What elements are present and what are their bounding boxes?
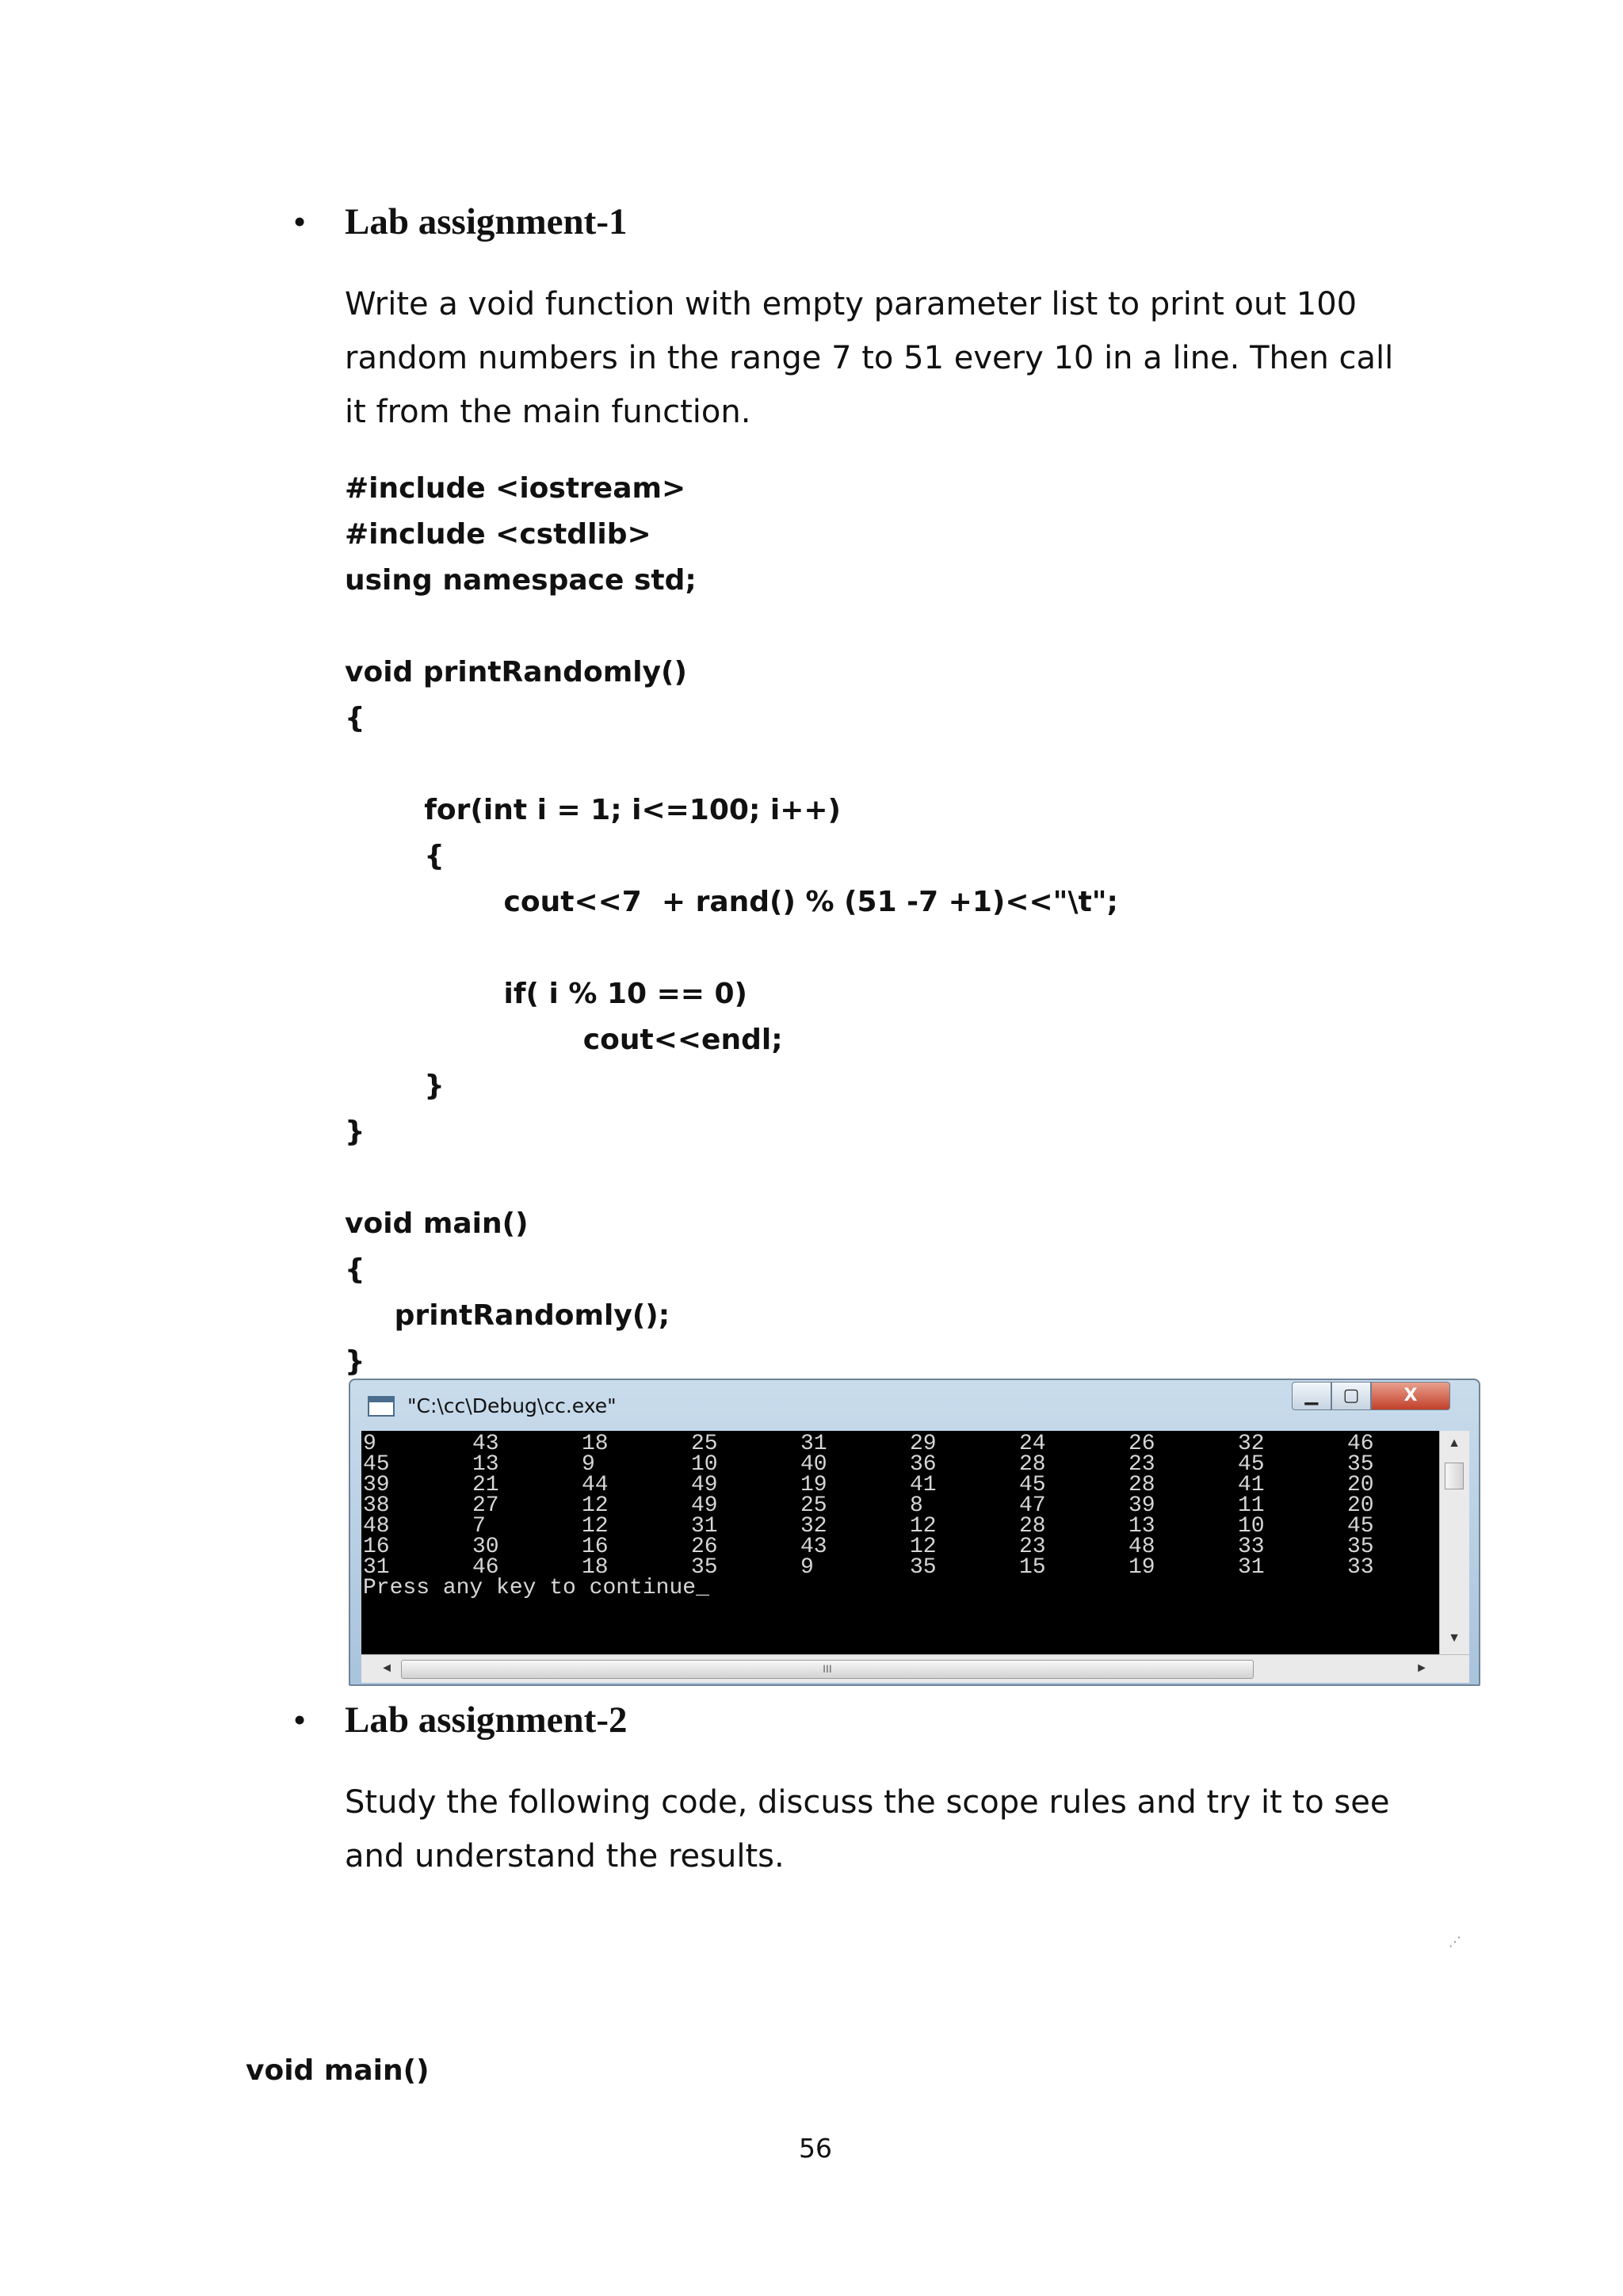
scroll-up-icon[interactable]: ▲ <box>1448 1436 1461 1450</box>
code-line: { <box>345 1253 365 1286</box>
console-value: 49 <box>691 1493 718 1518</box>
console-value: 31 <box>800 1432 827 1456</box>
minimize-button[interactable]: ▁ <box>1292 1382 1331 1410</box>
console-value: 11 <box>1238 1493 1265 1518</box>
horizontal-scroll-thumb[interactable]: III <box>401 1660 1254 1679</box>
vertical-scrollbar[interactable] <box>1439 1431 1469 1654</box>
console-value: 33 <box>1347 1555 1374 1580</box>
console-value: 12 <box>582 1493 609 1518</box>
code-line <box>345 925 1118 971</box>
console-value: 12 <box>910 1514 937 1539</box>
code-line: cout<<endl; <box>345 1024 783 1056</box>
console-value: 36 <box>910 1452 937 1477</box>
console-value: 29 <box>910 1432 937 1456</box>
console-value: 45 <box>1238 1452 1265 1477</box>
vertical-scroll-thumb[interactable] <box>1445 1463 1464 1489</box>
console-value: 9 <box>800 1555 814 1580</box>
console-value: 13 <box>472 1452 499 1477</box>
console-value: 24 <box>1019 1432 1046 1456</box>
console-value: 38 <box>363 1493 390 1518</box>
console-value: 25 <box>800 1493 827 1518</box>
console-value: 20 <box>1347 1473 1374 1497</box>
code-line: } <box>345 1345 365 1378</box>
console-prompt: Press any key to continue_ <box>363 1576 709 1600</box>
console-value: 16 <box>363 1535 390 1559</box>
close-button[interactable]: X <box>1371 1382 1450 1410</box>
console-value: 35 <box>910 1555 937 1580</box>
code-line: using namespace std; <box>345 564 697 597</box>
console-value: 9 <box>582 1452 595 1477</box>
console-value: 7 <box>472 1514 486 1539</box>
console-value: 31 <box>1238 1555 1265 1580</box>
console-value: 23 <box>1019 1535 1046 1559</box>
console-value: 13 <box>1128 1514 1155 1539</box>
console-value: 48 <box>1128 1535 1155 1559</box>
console-value: 44 <box>582 1473 609 1497</box>
code-line: #include <cstdlib> <box>345 518 651 551</box>
console-value: 49 <box>691 1473 718 1497</box>
code-line <box>345 742 1118 788</box>
bullet-1: • <box>293 201 307 242</box>
console-value: 26 <box>691 1535 718 1559</box>
console-value: 25 <box>691 1432 718 1456</box>
console-value: 35 <box>691 1555 718 1580</box>
console-value: 28 <box>1019 1514 1046 1539</box>
code-line: } <box>345 1070 445 1102</box>
console-value: 47 <box>1019 1493 1046 1518</box>
console-value: 28 <box>1128 1473 1155 1497</box>
console-value: 20 <box>1347 1493 1374 1518</box>
console-value: 18 <box>582 1432 609 1456</box>
code-line: { <box>345 840 445 872</box>
code-listing-1 <box>345 466 1118 1385</box>
console-value: 45 <box>363 1452 390 1477</box>
code-line: void printRandomly() <box>345 656 687 688</box>
console-value: 12 <box>582 1514 609 1539</box>
code-line: cout<<7 + rand() % (51 -7 +1)<<"\t"; <box>345 886 1118 918</box>
console-value: 8 <box>910 1493 923 1518</box>
console-value: 45 <box>1347 1514 1374 1539</box>
console-value: 18 <box>582 1555 609 1580</box>
section-heading-2: Lab assignment-2 <box>345 1699 628 1741</box>
scroll-down-icon[interactable]: ▼ <box>1448 1631 1461 1645</box>
code-line: if( i % 10 == 0) <box>345 978 747 1010</box>
console-value: 15 <box>1019 1555 1046 1580</box>
console-value: 33 <box>1238 1535 1265 1559</box>
console-value: 10 <box>1238 1514 1265 1539</box>
code-listing-2-start: void main() <box>246 2054 430 2087</box>
console-value: 43 <box>472 1432 499 1456</box>
console-value: 27 <box>472 1493 499 1518</box>
console-value: 40 <box>800 1452 827 1477</box>
console-value: 32 <box>800 1514 827 1539</box>
code-line: void main() <box>345 1207 529 1240</box>
console-value: 12 <box>910 1535 937 1559</box>
console-value: 26 <box>1128 1432 1155 1456</box>
console-value: 19 <box>800 1473 827 1497</box>
console-value: 48 <box>363 1514 390 1539</box>
bullet-2: • <box>293 1699 307 1740</box>
console-value: 46 <box>1347 1432 1374 1456</box>
console-value: 35 <box>1347 1535 1374 1559</box>
console-titlebar[interactable] <box>350 1380 1479 1431</box>
code-line: #include <iostream> <box>345 472 686 505</box>
resize-grip-icon[interactable]: ⋰ <box>1449 1936 1461 1949</box>
assignment-2-description: Study the following code, discuss the scope rules and try it to see and understand the results. <box>345 1784 1390 1875</box>
console-title: "C:\cc\Debug\cc.exe" <box>407 1394 617 1417</box>
console-value: 19 <box>1128 1555 1155 1580</box>
code-line <box>345 604 1118 650</box>
console-value: 39 <box>363 1473 390 1497</box>
console-value: 21 <box>472 1473 499 1497</box>
code-line: printRandomly(); <box>345 1299 670 1332</box>
code-line: for(int i = 1; i<=100; i++) <box>345 794 841 826</box>
console-value: 30 <box>472 1535 499 1559</box>
console-value: 23 <box>1128 1452 1155 1477</box>
scroll-right-icon[interactable]: ► <box>1415 1661 1428 1675</box>
console-value: 10 <box>691 1452 718 1477</box>
console-value: 31 <box>691 1514 718 1539</box>
scroll-left-icon[interactable]: ◄ <box>380 1661 393 1675</box>
assignment-1-description: Write a void function with empty parameter list to print out 100 random numbers in the range 7 to 51 every 10 in a line. Then call it from the main function. <box>345 286 1394 430</box>
console-value: 41 <box>1238 1473 1265 1497</box>
console-value: 41 <box>910 1473 937 1497</box>
console-value: 46 <box>472 1555 499 1580</box>
maximize-button[interactable]: ▢ <box>1331 1382 1371 1410</box>
console-value: 32 <box>1238 1432 1265 1456</box>
console-value: 16 <box>582 1535 609 1559</box>
console-value: 31 <box>363 1555 390 1580</box>
console-value: 39 <box>1128 1493 1155 1518</box>
code-line: } <box>345 1116 365 1148</box>
console-value: 43 <box>800 1535 827 1559</box>
console-app-icon <box>368 1396 395 1417</box>
code-line <box>345 1155 1118 1201</box>
code-line: { <box>345 702 365 734</box>
console-value: 28 <box>1019 1452 1046 1477</box>
console-value: 45 <box>1019 1473 1046 1497</box>
console-output[interactable] <box>361 1431 1439 1654</box>
section-heading-1: Lab assignment-1 <box>345 201 628 242</box>
page-number: 56 <box>799 2133 832 2164</box>
console-value: 9 <box>363 1432 376 1456</box>
console-value: 35 <box>1347 1452 1374 1477</box>
